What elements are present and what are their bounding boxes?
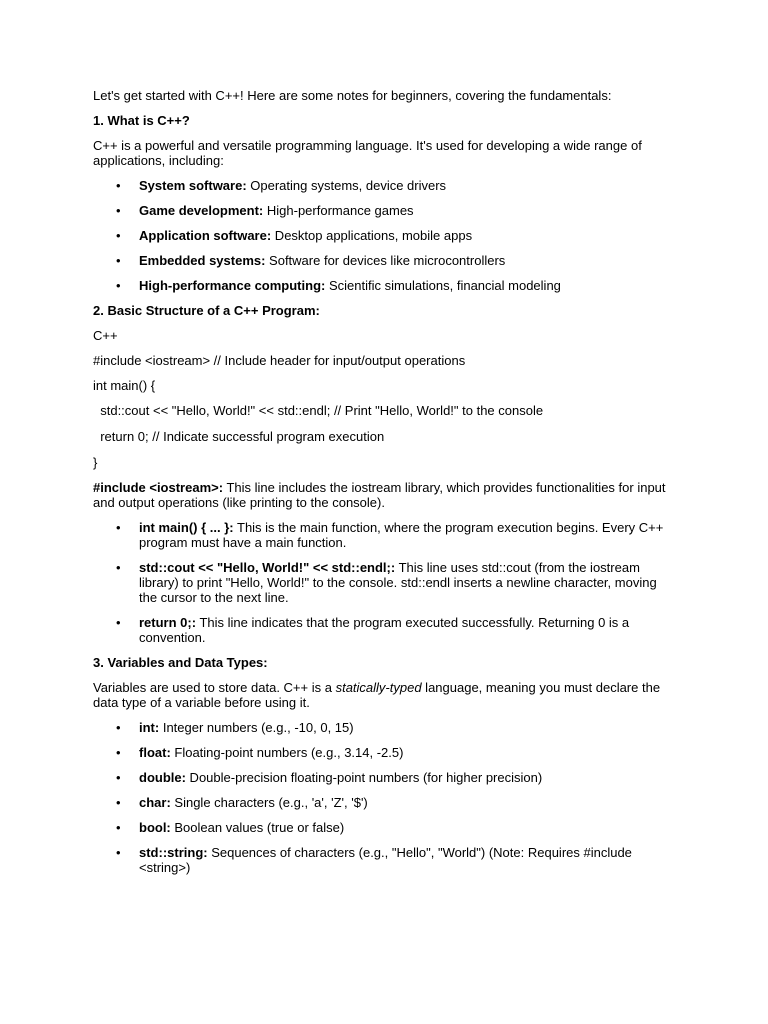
list-item-term: return 0;: xyxy=(139,615,197,630)
list-item-desc: High-performance games xyxy=(263,203,414,218)
include-explanation xyxy=(93,480,678,510)
list-item xyxy=(116,770,678,785)
para-text-before: Variables are used to store data. C++ is a xyxy=(93,680,336,695)
list-item-desc: This is the main function, where the program execution begins. Every C++ program must have a main function. xyxy=(139,520,664,550)
bullet-icon: • xyxy=(116,278,121,293)
code-line: } xyxy=(93,455,98,470)
list-item xyxy=(116,228,678,243)
bullet-icon: • xyxy=(116,615,121,630)
bullet-icon: • xyxy=(116,228,121,243)
section-2-list xyxy=(93,520,678,645)
bullet-icon: • xyxy=(116,520,121,535)
list-item-term: Game development: xyxy=(139,203,264,218)
section-1-list xyxy=(93,178,678,293)
list-item-term: System software: xyxy=(139,178,247,193)
list-item xyxy=(116,560,678,605)
bullet-icon: • xyxy=(116,560,121,575)
section-3-paragraph xyxy=(93,680,678,710)
list-item-term: float: xyxy=(139,745,171,760)
list-item xyxy=(116,278,678,293)
code-line: int main() { xyxy=(93,378,156,393)
include-term: #include <iostream>: xyxy=(93,480,224,495)
code-line: std::cout << "Hello, World!" << std::endl; // Print "Hello, World!" to the console xyxy=(93,403,544,418)
list-item xyxy=(116,253,678,268)
list-item-term: int main() { ... }: xyxy=(139,520,234,535)
bullet-icon: • xyxy=(116,720,121,735)
list-item-desc: Software for devices like microcontrollers xyxy=(265,253,506,268)
list-item-term: Application software: xyxy=(139,228,272,243)
bullet-icon: • xyxy=(116,820,121,835)
section-3-list xyxy=(93,720,678,875)
list-item xyxy=(116,720,678,735)
list-item-desc: This line indicates that the program executed successfully. Returning 0 is a convention. xyxy=(139,615,630,645)
intro-paragraph: Let's get started with C++! Here are some notes for beginners, covering the fundamentals: xyxy=(93,88,612,103)
list-item-term: bool: xyxy=(139,820,171,835)
list-item-term: int: xyxy=(139,720,160,735)
bullet-icon: • xyxy=(116,253,121,268)
list-item-desc: Integer numbers (e.g., -10, 0, 15) xyxy=(159,720,354,735)
bullet-icon: • xyxy=(116,178,121,193)
para-emphasis: statically-typed xyxy=(335,680,422,695)
section-3-heading: 3. Variables and Data Types: xyxy=(93,655,268,670)
section-1-paragraph: C++ is a powerful and versatile programming language. It's used for developing a wide range of applications, including: xyxy=(93,138,642,168)
code-language-label: C++ xyxy=(93,328,118,343)
list-item xyxy=(116,820,678,835)
list-item-desc: Boolean values (true or false) xyxy=(170,820,345,835)
list-item-desc: Double-precision floating-point numbers (for higher precision) xyxy=(185,770,543,785)
bullet-icon: • xyxy=(116,203,121,218)
list-item-desc: Scientific simulations, financial modeling xyxy=(325,278,561,293)
list-item xyxy=(116,845,678,875)
list-item-term: High-performance computing: xyxy=(139,278,326,293)
list-item-desc: Desktop applications, mobile apps xyxy=(271,228,473,243)
list-item xyxy=(116,178,678,193)
list-item-term: Embedded systems: xyxy=(139,253,266,268)
list-item xyxy=(116,745,678,760)
bullet-icon: • xyxy=(116,845,121,860)
list-item-term: std::cout << "Hello, World!" << std::endl;: xyxy=(139,560,396,575)
list-item-term: std::string: xyxy=(139,845,208,860)
list-item-term: char: xyxy=(139,795,171,810)
list-item xyxy=(116,203,678,218)
code-line: return 0; // Indicate successful program execution xyxy=(93,429,385,444)
para-text-after: language, meaning you must declare the data type of a variable before using it. xyxy=(93,680,661,710)
code-line: #include <iostream> // Include header for input/output operations xyxy=(93,353,466,368)
bullet-icon: • xyxy=(116,745,121,760)
section-1-heading: 1. What is C++? xyxy=(93,113,190,128)
section-2-heading: 2. Basic Structure of a C++ Program: xyxy=(93,303,320,318)
bullet-icon: • xyxy=(116,795,121,810)
list-item xyxy=(116,615,678,645)
list-item xyxy=(116,520,678,550)
list-item-desc: Single characters (e.g., 'a', 'Z', '$') xyxy=(170,795,368,810)
list-item-desc: Operating systems, device drivers xyxy=(246,178,447,193)
list-item-desc: This line uses std::cout (from the iostream library) to print "Hello, World!" to the console. std::endl inserts a newline character, moving the cursor to the next line. xyxy=(139,560,657,605)
list-item-term: double: xyxy=(139,770,186,785)
list-item-desc: Sequences of characters (e.g., "Hello", "World") (Note: Requires #include <string>) xyxy=(139,845,632,875)
bullet-icon: • xyxy=(116,770,121,785)
list-item-desc: Floating-point numbers (e.g., 3.14, -2.5) xyxy=(170,745,404,760)
list-item xyxy=(116,795,678,810)
include-desc: This line includes the iostream library, which provides functionalities for input and output operations (like printing to the console). xyxy=(93,480,666,510)
